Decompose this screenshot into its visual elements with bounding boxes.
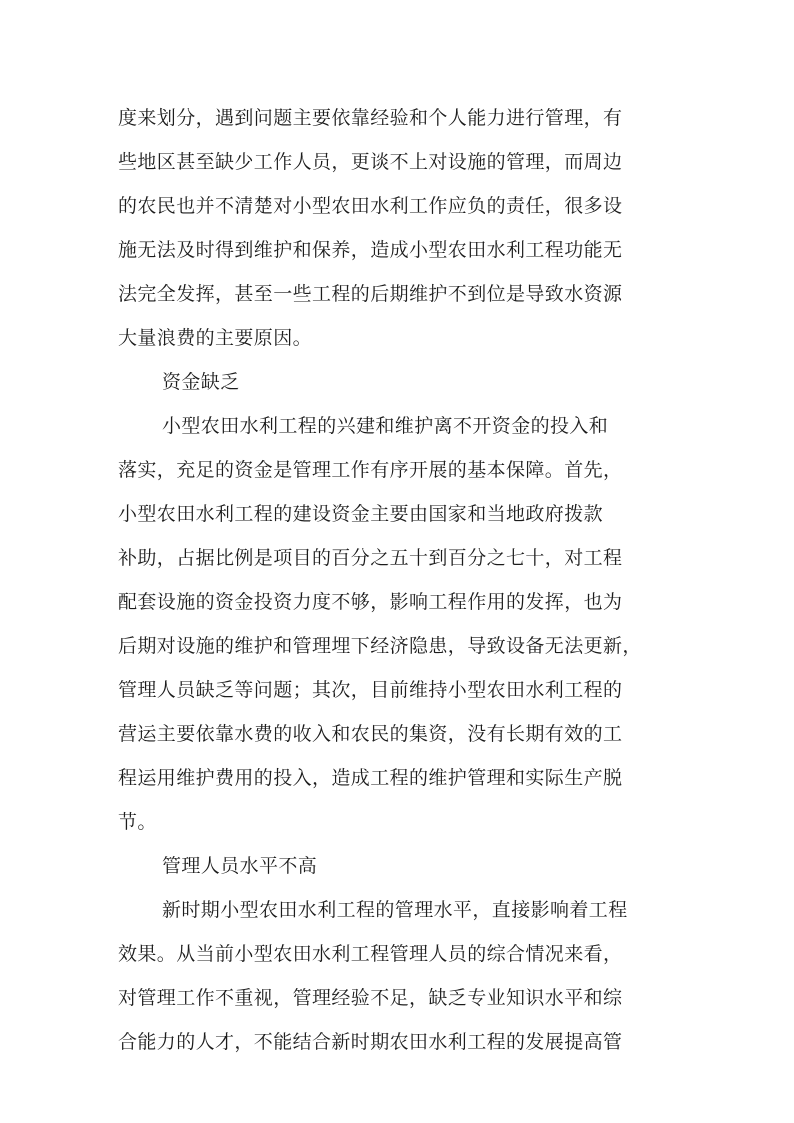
document-body [118,96,678,1064]
text-line: 对管理工作不重视，管理经验不足，缺乏专业知识水平和综 [118,987,623,1009]
text-line: 大量浪费的主要原因。 [118,327,313,349]
text-line: 管理人员缺乏等问题；其次，目前维持小型农田水利工程的 [118,679,623,701]
paragraph-first-line: 小型农田水利工程的兴建和维护离不开资金的投入和 [162,415,609,437]
section-heading: 资金缺乏 [162,371,240,393]
text-line: 的农民也并不清楚对小型农田水利工作应负的责任，很多设 [118,195,623,217]
text-line: 小型农田水利工程的建设资金主要由国家和当地政府拨款 [118,503,604,525]
text-line: 后期对设施的维护和管理埋下经济隐患，导致设备无法更新， [118,635,642,657]
text-line: 法完全发挥，甚至一些工程的后期维护不到位是导致水资源 [118,283,623,305]
text-line: 些地区甚至缺少工作人员，更谈不上对设施的管理，而周边 [118,151,623,173]
text-line: 效果。从当前小型农田水利工程管理人员的综合情况来看， [118,943,623,965]
section-heading: 管理人员水平不高 [162,855,318,877]
text-line: 程运用维护费用的投入，造成工程的维护管理和实际生产脱 [118,767,623,789]
paragraph-first-line: 新时期小型农田水利工程的管理水平，直接影响着工程 [162,899,628,921]
text-line: 营运主要依靠水费的收入和农民的集资，没有长期有效的工 [118,723,623,745]
text-line: 补助，占据比例是项目的百分之五十到百分之七十，对工程 [118,547,623,569]
text-line: 施无法及时得到维护和保养，造成小型农田水利工程功能无 [118,239,623,261]
text-line: 合能力的人才，不能结合新时期农田水利工程的发展提高管 [118,1031,623,1053]
text-line: 度来划分，遇到问题主要依靠经验和个人能力进行管理，有 [118,107,623,129]
text-line: 落实，充足的资金是管理工作有序开展的基本保障。首先， [118,459,623,481]
text-line: 节。 [118,811,157,833]
text-line: 配套设施的资金投资力度不够，影响工程作用的发挥，也为 [118,591,623,613]
